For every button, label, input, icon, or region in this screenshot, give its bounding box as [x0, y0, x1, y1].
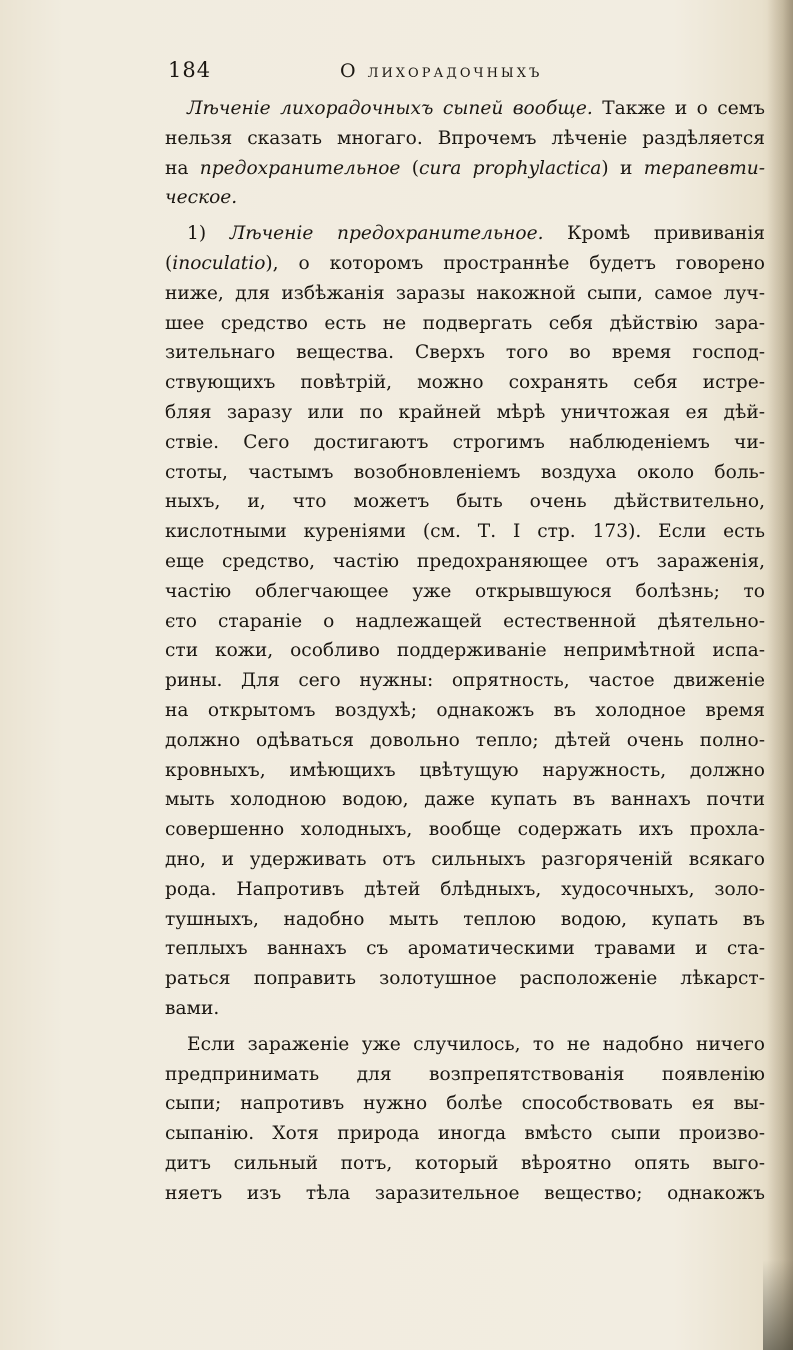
- text-run: нельзя сказать многаго. Впрочемъ лѣченіе раздѣляется: [165, 127, 765, 149]
- text-line: [165, 487, 765, 517]
- text-run: на: [165, 157, 200, 179]
- text-run: Если зараженіе уже случилось, то не надобно ничего: [187, 1033, 765, 1055]
- text-line: [165, 1149, 765, 1179]
- text-run: совершенно холодныхъ, вообще содержать ихъ прохла-: [165, 819, 765, 841]
- text-run: рины. Для сего нужны: опрятность, частое движеніе: [165, 670, 765, 692]
- text-line: [165, 338, 765, 368]
- italic-text: ческое.: [165, 187, 238, 209]
- text-line: [165, 398, 765, 428]
- text-line: [165, 309, 765, 339]
- text-line: [165, 458, 765, 488]
- text-run: Кромѣ прививанія: [543, 223, 765, 245]
- text-run: должно одѣваться довольно тепло; дѣтей очень полно-: [165, 729, 765, 751]
- text-line: [165, 607, 765, 637]
- text-line: [165, 94, 765, 124]
- text-run: няетъ изъ тѣла заразительное вещество; однакожъ: [165, 1182, 765, 1204]
- text-run: ныхъ, и, что можетъ быть очень дѣйствительно,: [165, 491, 765, 513]
- page-number: 184: [168, 58, 212, 82]
- text-line: [165, 547, 765, 577]
- text-line: [165, 875, 765, 905]
- page-header: [165, 52, 765, 88]
- text-line: [165, 279, 765, 309]
- body-text: [165, 94, 765, 1208]
- text-run: еще средство, частію предохраняющее отъ зараженія,: [165, 550, 765, 572]
- text-run: сти кожи, особливо поддерживаніе непримѣтной испа-: [165, 640, 765, 662]
- italic-text: inoculatio: [172, 252, 266, 274]
- text-line: [165, 577, 765, 607]
- page-corner-stain: [763, 1260, 793, 1350]
- text-run: (: [400, 157, 419, 179]
- text-line: [165, 154, 765, 184]
- text-run: раться поправить золотушное расположеніе лѣкарст-: [165, 968, 765, 990]
- italic-text: Лѣченіе предохранительное.: [229, 223, 544, 245]
- text-line: [165, 636, 765, 666]
- text-run: бляя заразу или по крайней мѣрѣ уничтожая ея дѣй-: [165, 401, 765, 423]
- text-run: (: [165, 252, 173, 274]
- text-run: мыть холодною водою, даже купать въ ваннахъ почти: [165, 789, 765, 811]
- text-line: [165, 666, 765, 696]
- italic-text: Лѣченіе лихорадочныхъ сыпей вообще.: [187, 98, 593, 119]
- text-run: кровныхъ, имѣющихъ цвѣтущую наружность, должно: [165, 759, 765, 781]
- italic-text: предохранительное: [199, 157, 401, 179]
- text-line: [165, 517, 765, 547]
- text-run: зительнаго вещества. Сверхъ того во время господ-: [165, 342, 765, 364]
- text-line: [165, 905, 765, 935]
- text-run: єто стараніе о надлежащей естественной дѣятельно-: [165, 610, 765, 632]
- text-run: тушныхъ, надобно мыть теплою водою, купать въ: [165, 908, 765, 930]
- text-line: [165, 1119, 765, 1149]
- text-line: [165, 249, 765, 279]
- text-line: [165, 696, 765, 726]
- text-line: [165, 815, 765, 845]
- page-edge-shadow: [767, 0, 793, 1350]
- text-line: [165, 994, 765, 1024]
- text-line: [165, 1030, 765, 1060]
- text-line: [165, 756, 765, 786]
- text-line: [165, 934, 765, 964]
- text-line: [165, 124, 765, 154]
- text-run: шее средство есть не подвергать себя дѣйствію зара-: [165, 312, 765, 334]
- text-run: теплыхъ ваннахъ съ ароматическими травами и ста-: [165, 938, 765, 960]
- text-run: сыпанію. Хотя природа иногда вмѣсто сыпи произво-: [165, 1123, 765, 1145]
- text-line: [165, 428, 765, 458]
- text-line: [165, 183, 765, 213]
- text-run: ствующихъ повѣтрій, можно сохранять себя истре-: [165, 372, 765, 394]
- text-run: предпринимать для возпрепятствованія появленію: [165, 1063, 765, 1085]
- text-line: [165, 1179, 765, 1209]
- italic-text: cura prophylactica: [418, 157, 602, 179]
- italic-text: терапевти-: [643, 157, 765, 179]
- text-line: [165, 1089, 765, 1119]
- text-run: кислотными куреніями (см. Т. I стр. 173). Если есть: [165, 521, 765, 543]
- text-run: Также и о семъ: [592, 98, 765, 119]
- text-line: [165, 1060, 765, 1090]
- text-run: стоты, частымъ возобновленіемъ воздуха около боль-: [165, 461, 765, 483]
- text-line: [165, 726, 765, 756]
- text-run: дитъ сильный потъ, который вѣроятно опять выго-: [165, 1152, 765, 1174]
- text-run: на открытомъ воздухѣ; однакожъ въ холодное время: [165, 699, 765, 721]
- text-line: [165, 964, 765, 994]
- text-run: дно, и удерживать отъ сильныхъ разгоряченій всякаго: [165, 848, 765, 870]
- text-run: ) и: [601, 157, 644, 179]
- text-line: [165, 219, 765, 249]
- text-line: [165, 368, 765, 398]
- text-run: ниже, для избѣжанія заразы накожной сыпи, самое луч-: [165, 282, 765, 304]
- text-run: рода. Напротивъ дѣтей блѣдныхъ, худосочныхъ, золо-: [165, 878, 765, 900]
- text-run: частію облегчающее уже открывшуюся болѣзнь; то: [165, 580, 765, 602]
- text-line: [165, 845, 765, 875]
- running-title: О лихорадочныхъ: [340, 60, 543, 82]
- text-run: 1): [187, 223, 230, 245]
- text-run: ствіе. Сего достигаютъ строгимъ наблюденіемъ чи-: [165, 431, 765, 453]
- text-run: сыпи; напротивъ нужно болѣе способствовать ея вы-: [165, 1093, 765, 1115]
- text-run: ), о которомъ пространнѣе будетъ говорено: [265, 252, 765, 274]
- text-run: вами.: [165, 997, 220, 1019]
- text-line: [165, 785, 765, 815]
